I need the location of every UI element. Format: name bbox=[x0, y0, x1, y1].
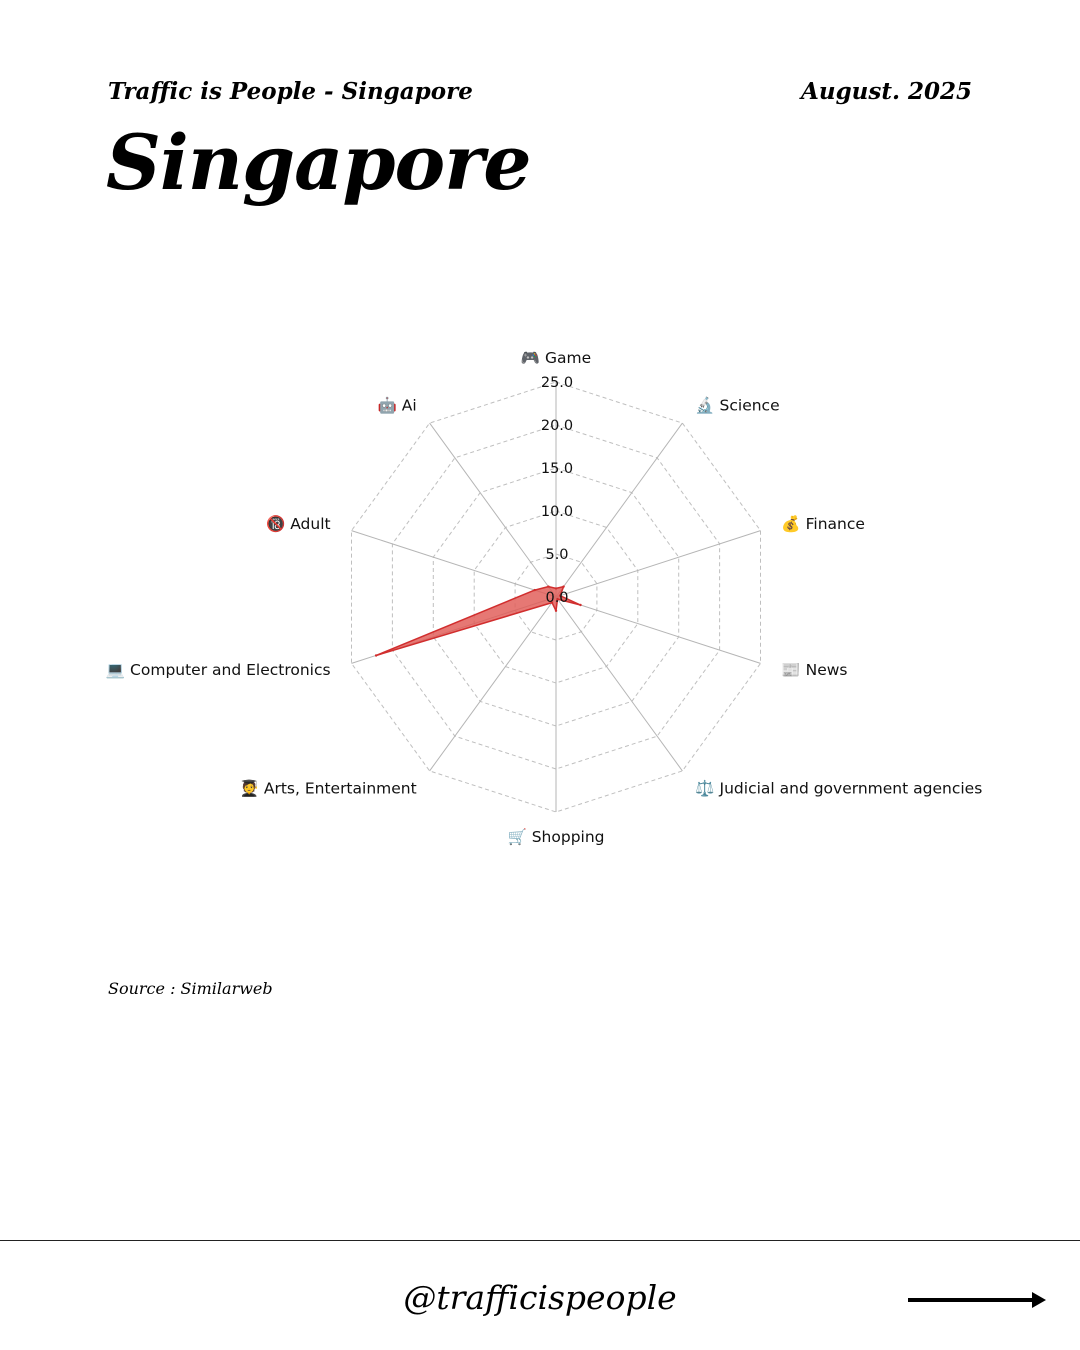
axis-spoke bbox=[556, 423, 682, 597]
axis-label: 💻 Computer and Electronics bbox=[105, 661, 331, 680]
header-series-title: Traffic is People - Singapore bbox=[108, 78, 473, 105]
axis-label: 🔞 Adult bbox=[265, 514, 331, 533]
tick-label: 5.0 bbox=[545, 547, 569, 563]
data-point bbox=[534, 589, 536, 591]
tick-label: 25.0 bbox=[540, 375, 574, 391]
axis-spoke bbox=[556, 531, 761, 597]
page-title: Singapore bbox=[106, 118, 531, 207]
arrow-right-icon[interactable] bbox=[906, 1289, 1048, 1313]
axis-label: 💰 Finance bbox=[781, 514, 865, 533]
tick-label: 15.0 bbox=[540, 461, 574, 477]
data-point bbox=[555, 610, 557, 612]
axis-spoke bbox=[430, 423, 556, 597]
footer-divider bbox=[0, 1240, 1080, 1241]
axis-spoke bbox=[430, 597, 556, 771]
tick-label: 10.0 bbox=[540, 504, 574, 520]
axis-spoke bbox=[352, 531, 557, 597]
account-handle: @trafficispeople bbox=[403, 1278, 677, 1317]
data-point bbox=[375, 654, 377, 656]
data-point bbox=[562, 585, 564, 587]
axis-label: 🔬 Science bbox=[695, 396, 780, 415]
data-point bbox=[547, 585, 549, 587]
axis-label: 🧑‍🎓 Arts, Entertainment bbox=[239, 779, 417, 798]
axis-label: ⚖️ Judicial and government agencies bbox=[695, 779, 983, 798]
axis-label: 🤖 Ai bbox=[377, 396, 417, 415]
tick-label: 0.0 bbox=[545, 590, 569, 606]
source-note: Source : Similarweb bbox=[108, 979, 273, 998]
axis-label: 🎮 Game bbox=[520, 349, 592, 367]
header-date: August. 2025 bbox=[801, 78, 972, 105]
tick-label: 20.0 bbox=[540, 418, 574, 434]
axis-label: 🛒 Shopping bbox=[507, 828, 605, 846]
axis-spoke bbox=[556, 597, 761, 663]
data-point bbox=[579, 604, 581, 606]
axis-label: 📰 News bbox=[781, 661, 848, 680]
axis-spoke bbox=[556, 597, 682, 771]
